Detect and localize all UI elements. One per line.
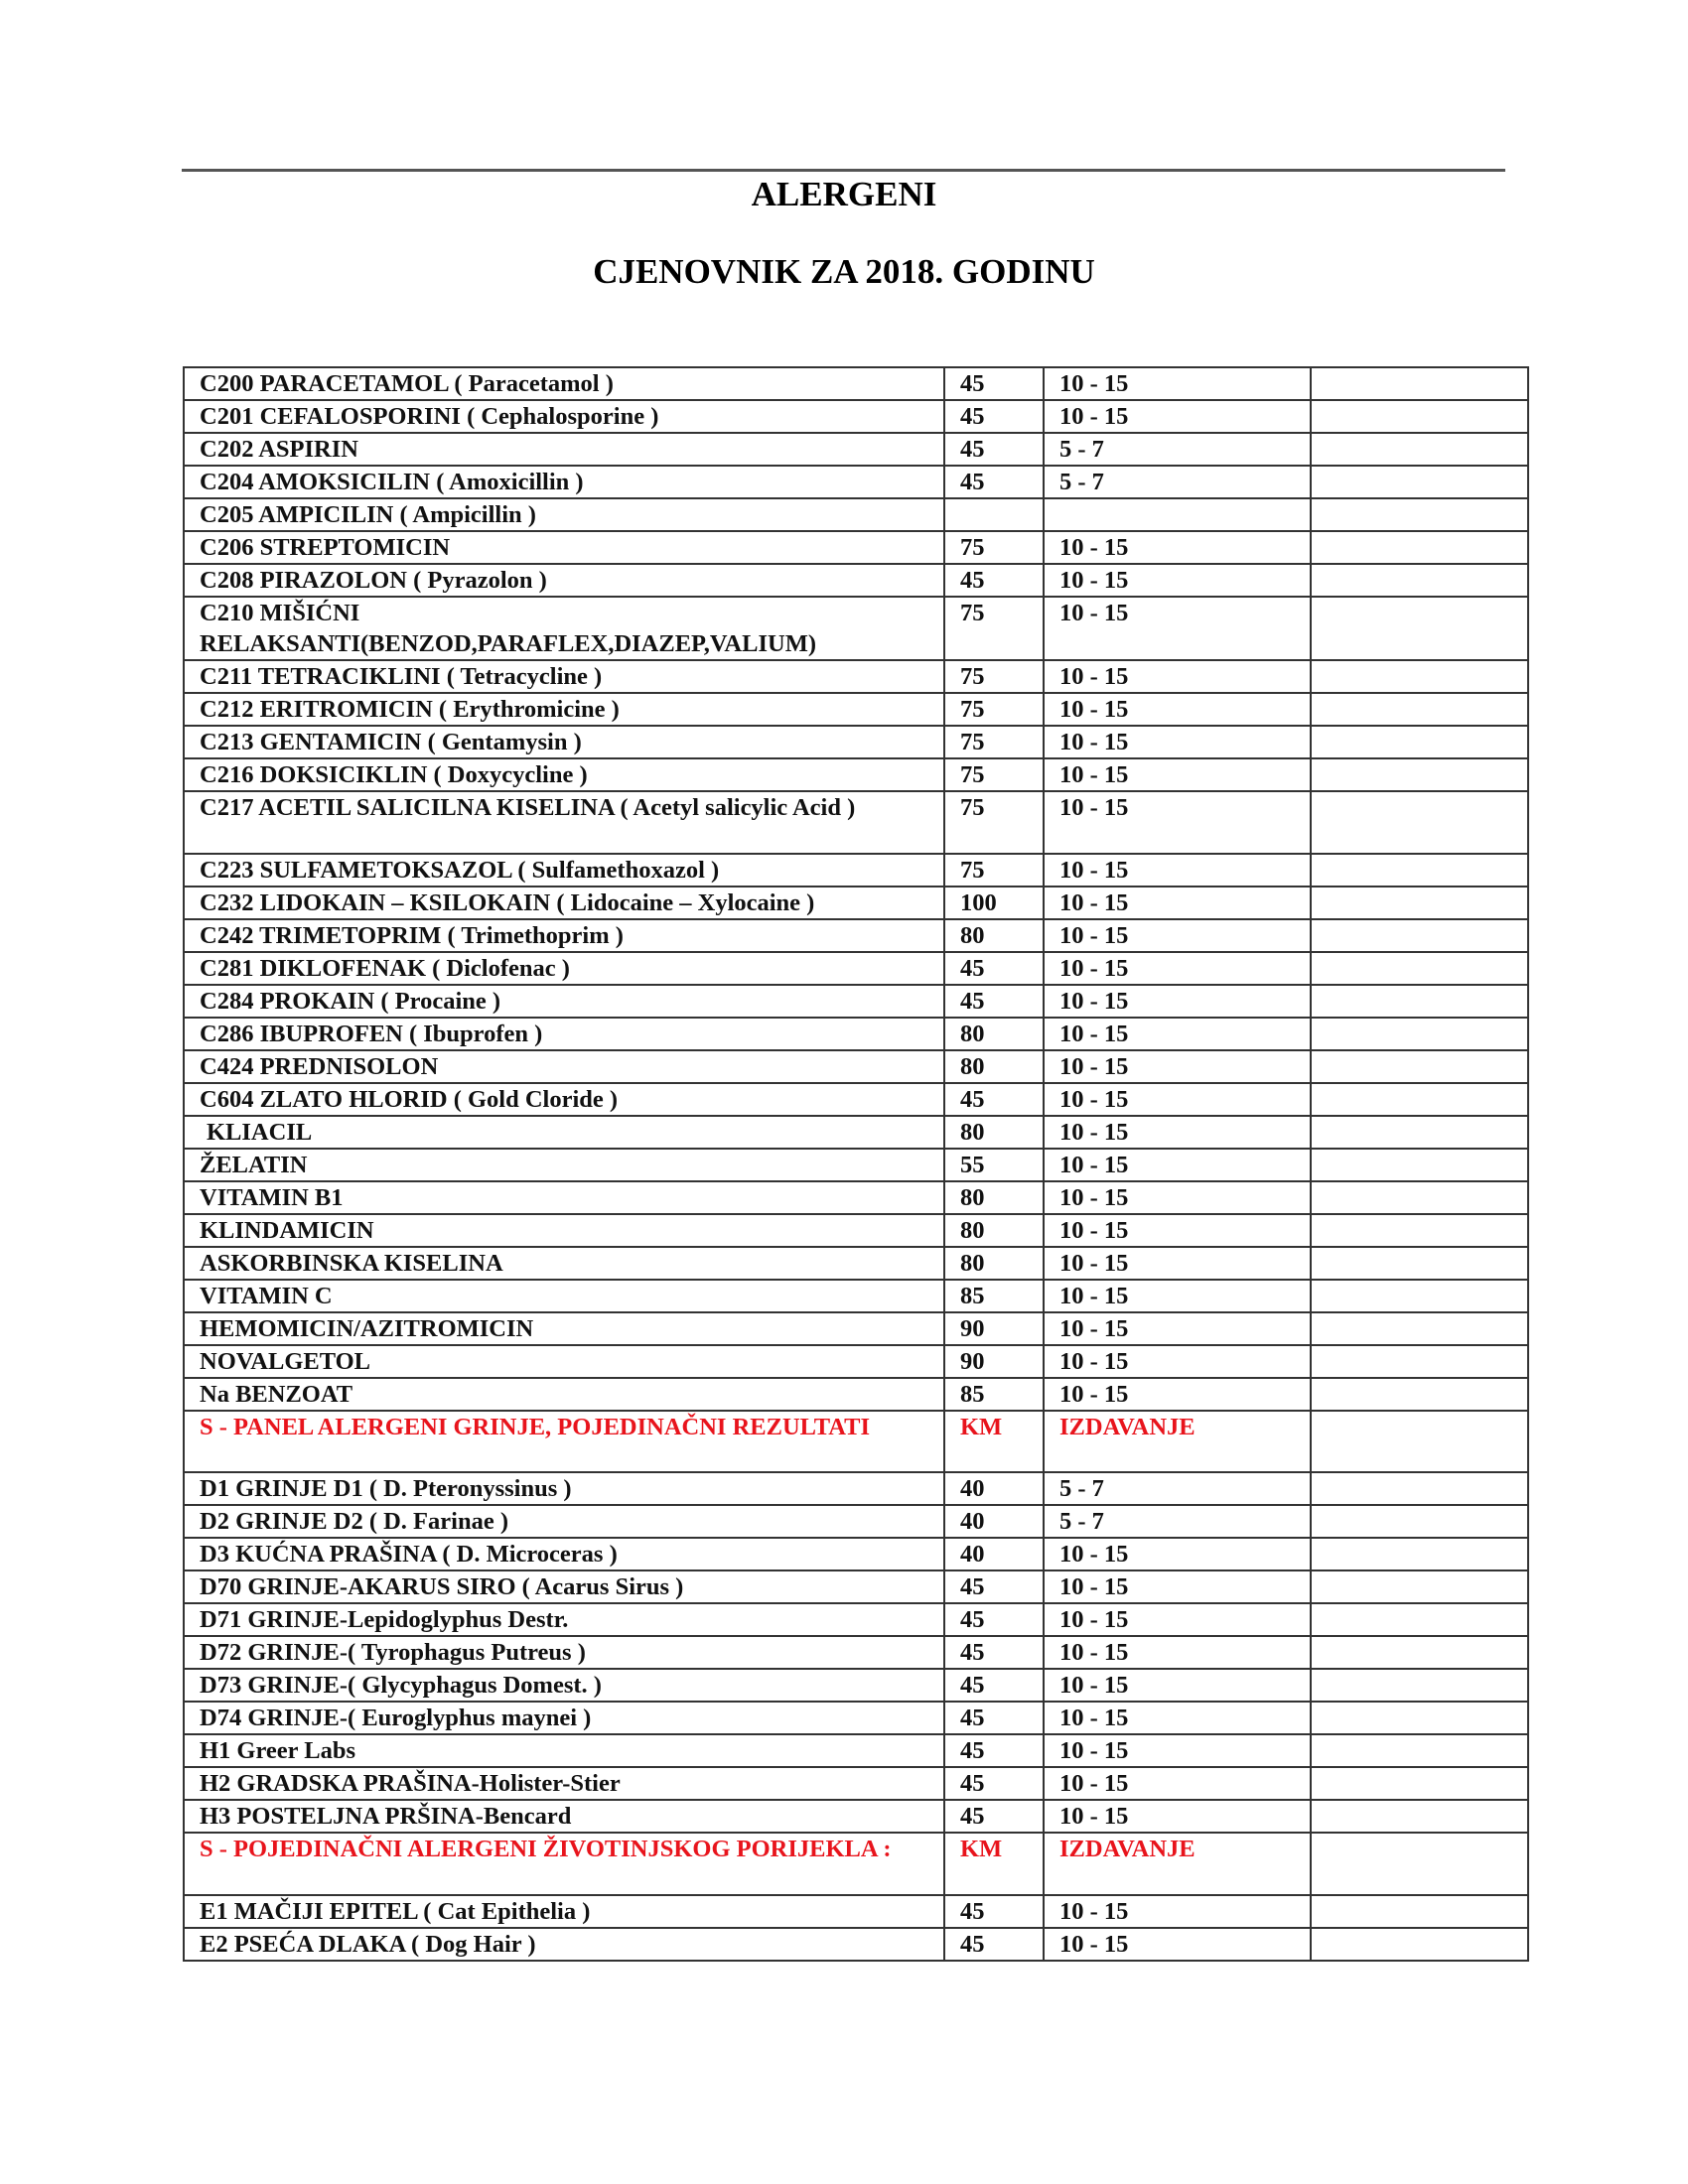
- empty-cell: [1311, 660, 1528, 693]
- empty-cell: [1311, 1378, 1528, 1411]
- allergen-name-cell: C284 PROKAIN ( Procaine ): [184, 985, 944, 1018]
- empty-cell: [1311, 531, 1528, 564]
- table-row: [184, 758, 1528, 791]
- allergen-name-cell: HEMOMICIN/AZITROMICIN: [184, 1312, 944, 1345]
- allergen-name-cell: C281 DIKLOFENAK ( Diclofenac ): [184, 952, 944, 985]
- table-row: [184, 367, 1528, 400]
- table-row: [184, 1505, 1528, 1538]
- price-cell: 45: [944, 1734, 1044, 1767]
- turnaround-days-cell: 10 - 15: [1044, 1181, 1311, 1214]
- allergen-name-cell: D74 GRINJE-( Euroglyphus maynei ): [184, 1702, 944, 1734]
- allergen-name-cell: C213 GENTAMICIN ( Gentamysin ): [184, 726, 944, 758]
- price-cell: 90: [944, 1345, 1044, 1378]
- turnaround-days-cell: 10 - 15: [1044, 1636, 1311, 1669]
- price-cell: 45: [944, 1083, 1044, 1116]
- table-row: [184, 1280, 1528, 1312]
- price-cell: 55: [944, 1149, 1044, 1181]
- table-row: [184, 1149, 1528, 1181]
- empty-cell: [1311, 1570, 1528, 1603]
- table-row: [184, 985, 1528, 1018]
- allergen-name-cell: C204 AMOKSICILIN ( Amoxicillin ): [184, 466, 944, 498]
- empty-cell: [1311, 1345, 1528, 1378]
- empty-cell: [1311, 887, 1528, 919]
- allergen-name-cell: S - POJEDINAČNI ALERGENI ŽIVOTINJSKOG PORIJEKLA :: [184, 1833, 944, 1895]
- turnaround-days-cell: 10 - 15: [1044, 1895, 1311, 1928]
- table-row: [184, 1603, 1528, 1636]
- allergen-name-cell: S - PANEL ALERGENI GRINJE, POJEDINAČNI REZULTATI: [184, 1411, 944, 1473]
- allergen-name-cell: VITAMIN B1: [184, 1181, 944, 1214]
- allergen-name-cell: E2 PSEĆA DLAKA ( Dog Hair ): [184, 1928, 944, 1961]
- price-cell: 80: [944, 1116, 1044, 1149]
- empty-cell: [1311, 1767, 1528, 1800]
- price-cell: 80: [944, 1018, 1044, 1050]
- turnaround-days-cell: 10 - 15: [1044, 919, 1311, 952]
- turnaround-days-cell: 10 - 15: [1044, 660, 1311, 693]
- table-row: [184, 1734, 1528, 1767]
- allergen-name-cell: D73 GRINJE-( Glycyphagus Domest. ): [184, 1669, 944, 1702]
- turnaround-days-cell: 10 - 15: [1044, 1149, 1311, 1181]
- page-subtitle: CJENOVNIK ZA 2018. GODINU: [593, 252, 1095, 291]
- empty-cell: [1311, 1181, 1528, 1214]
- empty-cell: [1311, 466, 1528, 498]
- empty-cell: [1311, 1083, 1528, 1116]
- turnaround-days-cell: 10 - 15: [1044, 1214, 1311, 1247]
- empty-cell: [1311, 1411, 1528, 1473]
- empty-cell: [1311, 919, 1528, 952]
- table-row: [184, 531, 1528, 564]
- table-row: [184, 1050, 1528, 1083]
- allergen-name-cell: C211 TETRACIKLINI ( Tetracycline ): [184, 660, 944, 693]
- empty-cell: [1311, 726, 1528, 758]
- price-cell: 45: [944, 1669, 1044, 1702]
- empty-cell: [1311, 564, 1528, 597]
- turnaround-days-cell: 10 - 15: [1044, 952, 1311, 985]
- table-row: [184, 400, 1528, 433]
- turnaround-days-cell: 10 - 15: [1044, 1800, 1311, 1833]
- empty-cell: [1311, 985, 1528, 1018]
- price-cell: 40: [944, 1505, 1044, 1538]
- allergen-name-cell: NOVALGETOL: [184, 1345, 944, 1378]
- allergen-name-cell: C208 PIRAZOLON ( Pyrazolon ): [184, 564, 944, 597]
- turnaround-days-cell: 10 - 15: [1044, 854, 1311, 887]
- price-cell: 45: [944, 564, 1044, 597]
- price-cell: 45: [944, 1928, 1044, 1961]
- allergen-name-cell: C201 CEFALOSPORINI ( Cephalosporine ): [184, 400, 944, 433]
- empty-cell: [1311, 1833, 1528, 1895]
- turnaround-days-cell: 10 - 15: [1044, 1767, 1311, 1800]
- empty-cell: [1311, 1312, 1528, 1345]
- empty-cell: [1311, 952, 1528, 985]
- turnaround-days-cell: 10 - 15: [1044, 1280, 1311, 1312]
- empty-cell: [1311, 1149, 1528, 1181]
- price-cell: 85: [944, 1378, 1044, 1411]
- section-header-row: [184, 1833, 1528, 1895]
- turnaround-days-cell: 10 - 15: [1044, 564, 1311, 597]
- empty-cell: [1311, 1702, 1528, 1734]
- price-cell: 75: [944, 597, 1044, 660]
- price-cell: 45: [944, 1895, 1044, 1928]
- price-cell: 80: [944, 1247, 1044, 1280]
- empty-cell: [1311, 854, 1528, 887]
- turnaround-days-cell: 10 - 15: [1044, 1050, 1311, 1083]
- price-cell: 75: [944, 693, 1044, 726]
- table-row: [184, 660, 1528, 693]
- turnaround-days-cell: 10 - 15: [1044, 1734, 1311, 1767]
- turnaround-days-cell: 10 - 15: [1044, 400, 1311, 433]
- table-row: [184, 1181, 1528, 1214]
- price-cell: 75: [944, 660, 1044, 693]
- allergen-name-cell: C223 SULFAMETOKSAZOL ( Sulfamethoxazol ): [184, 854, 944, 887]
- table-row: [184, 791, 1528, 854]
- price-cell: 45: [944, 1570, 1044, 1603]
- empty-cell: [1311, 693, 1528, 726]
- allergen-name-cell: C424 PREDNISOLON: [184, 1050, 944, 1083]
- empty-cell: [1311, 367, 1528, 400]
- empty-cell: [1311, 1018, 1528, 1050]
- empty-cell: [1311, 400, 1528, 433]
- table-row: [184, 1928, 1528, 1961]
- allergen-name-cell: KLINDAMICIN: [184, 1214, 944, 1247]
- price-cell: 45: [944, 466, 1044, 498]
- allergen-name-cell: C202 ASPIRIN: [184, 433, 944, 466]
- table-row: [184, 1214, 1528, 1247]
- empty-cell: [1311, 791, 1528, 854]
- table-row: [184, 1895, 1528, 1928]
- price-cell: 75: [944, 758, 1044, 791]
- allergen-name-cell: H2 GRADSKA PRAŠINA-Holister-Stier: [184, 1767, 944, 1800]
- price-cell: 45: [944, 1702, 1044, 1734]
- price-cell: 45: [944, 400, 1044, 433]
- price-cell: 85: [944, 1280, 1044, 1312]
- allergen-name-cell: ŽELATIN: [184, 1149, 944, 1181]
- allergen-name-cell: H3 POSTELJNA PRŠINA-Bencard: [184, 1800, 944, 1833]
- price-cell: 75: [944, 531, 1044, 564]
- empty-cell: [1311, 1734, 1528, 1767]
- turnaround-days-cell: 10 - 15: [1044, 1669, 1311, 1702]
- allergen-name-cell: Na BENZOAT: [184, 1378, 944, 1411]
- turnaround-days-cell: 10 - 15: [1044, 1247, 1311, 1280]
- turnaround-days-cell: 10 - 15: [1044, 758, 1311, 791]
- price-cell: 75: [944, 854, 1044, 887]
- table-row: [184, 1800, 1528, 1833]
- table-row: [184, 1312, 1528, 1345]
- price-cell: 100: [944, 887, 1044, 919]
- price-cell: 75: [944, 726, 1044, 758]
- price-cell: 80: [944, 1214, 1044, 1247]
- price-cell: 80: [944, 1181, 1044, 1214]
- empty-cell: [1311, 1603, 1528, 1636]
- empty-cell: [1311, 758, 1528, 791]
- turnaround-days-cell: 10 - 15: [1044, 1603, 1311, 1636]
- empty-cell: [1311, 1669, 1528, 1702]
- turnaround-days-cell: 10 - 15: [1044, 791, 1311, 854]
- price-cell: 45: [944, 433, 1044, 466]
- allergen-name-cell: C205 AMPICILIN ( Ampicillin ): [184, 498, 944, 531]
- price-table: [183, 366, 1529, 1962]
- table-row: [184, 854, 1528, 887]
- price-cell: 45: [944, 952, 1044, 985]
- turnaround-days-cell: 10 - 15: [1044, 985, 1311, 1018]
- empty-cell: [1311, 1505, 1528, 1538]
- empty-cell: [1311, 1214, 1528, 1247]
- price-cell: 45: [944, 367, 1044, 400]
- price-cell: 40: [944, 1538, 1044, 1570]
- price-cell: 90: [944, 1312, 1044, 1345]
- empty-cell: [1311, 1280, 1528, 1312]
- allergen-name-cell: D2 GRINJE D2 ( D. Farinae ): [184, 1505, 944, 1538]
- turnaround-days-cell: 10 - 15: [1044, 1378, 1311, 1411]
- table-row: [184, 1116, 1528, 1149]
- price-cell: KM: [944, 1411, 1044, 1473]
- empty-cell: [1311, 1247, 1528, 1280]
- turnaround-days-cell: 10 - 15: [1044, 531, 1311, 564]
- table-row: [184, 433, 1528, 466]
- turnaround-days-cell: 10 - 15: [1044, 1312, 1311, 1345]
- table-row: [184, 1083, 1528, 1116]
- turnaround-days-cell: 10 - 15: [1044, 1538, 1311, 1570]
- allergen-name-cell: C232 LIDOKAIN – KSILOKAIN ( Lidocaine – Xylocaine ): [184, 887, 944, 919]
- table-row: [184, 498, 1528, 531]
- table-row: [184, 726, 1528, 758]
- allergen-name-cell: C242 TRIMETOPRIM ( Trimethoprim ): [184, 919, 944, 952]
- allergen-name-cell: D72 GRINJE-( Tyrophagus Putreus ): [184, 1636, 944, 1669]
- turnaround-days-cell: 10 - 15: [1044, 1702, 1311, 1734]
- turnaround-days-cell: 10 - 15: [1044, 1570, 1311, 1603]
- empty-cell: [1311, 498, 1528, 531]
- price-cell: 80: [944, 919, 1044, 952]
- section-header-row: [184, 1411, 1528, 1473]
- turnaround-days-cell: 10 - 15: [1044, 693, 1311, 726]
- allergen-name-cell: D3 KUĆNA PRAŠINA ( D. Microceras ): [184, 1538, 944, 1570]
- table-row: [184, 1538, 1528, 1570]
- allergen-name-cell: KLIACIL: [184, 1116, 944, 1149]
- empty-cell: [1311, 1116, 1528, 1149]
- allergen-name-cell: E1 MAČIJI EPITEL ( Cat Epithelia ): [184, 1895, 944, 1928]
- turnaround-days-cell: IZDAVANJE: [1044, 1411, 1311, 1473]
- table-row: [184, 1767, 1528, 1800]
- empty-cell: [1311, 1636, 1528, 1669]
- price-cell: 45: [944, 1603, 1044, 1636]
- allergen-name-cell: C604 ZLATO HLORID ( Gold Cloride ): [184, 1083, 944, 1116]
- price-cell: 80: [944, 1050, 1044, 1083]
- empty-cell: [1311, 1050, 1528, 1083]
- page-title: ALERGENI: [751, 175, 937, 213]
- turnaround-days-cell: [1044, 498, 1311, 531]
- table-row: [184, 919, 1528, 952]
- empty-cell: [1311, 597, 1528, 660]
- table-row: [184, 1472, 1528, 1505]
- turnaround-days-cell: 10 - 15: [1044, 1345, 1311, 1378]
- allergen-name-cell: C217 ACETIL SALICILNA KISELINA ( Acetyl salicylic Acid ): [184, 791, 944, 854]
- allergen-name-cell: VITAMIN C: [184, 1280, 944, 1312]
- empty-cell: [1311, 433, 1528, 466]
- allergen-name-cell: C212 ERITROMICIN ( Erythromicine ): [184, 693, 944, 726]
- allergen-name-cell: ASKORBINSKA KISELINA: [184, 1247, 944, 1280]
- allergen-name-cell: D71 GRINJE-Lepidoglyphus Destr.: [184, 1603, 944, 1636]
- price-cell: 75: [944, 791, 1044, 854]
- turnaround-days-cell: 5 - 7: [1044, 1505, 1311, 1538]
- price-cell: 40: [944, 1472, 1044, 1505]
- turnaround-days-cell: 10 - 15: [1044, 597, 1311, 660]
- table-row: [184, 466, 1528, 498]
- allergen-name-cell: C286 IBUPROFEN ( Ibuprofen ): [184, 1018, 944, 1050]
- table-row: [184, 1702, 1528, 1734]
- table-row: [184, 1345, 1528, 1378]
- turnaround-days-cell: 5 - 7: [1044, 1472, 1311, 1505]
- table-row: [184, 1247, 1528, 1280]
- price-cell: 45: [944, 1800, 1044, 1833]
- empty-cell: [1311, 1538, 1528, 1570]
- allergen-name-cell: C200 PARACETAMOL ( Paracetamol ): [184, 367, 944, 400]
- turnaround-days-cell: 10 - 15: [1044, 1928, 1311, 1961]
- header-rule: [182, 169, 1505, 172]
- turnaround-days-cell: 5 - 7: [1044, 433, 1311, 466]
- table-row: [184, 564, 1528, 597]
- turnaround-days-cell: 10 - 15: [1044, 726, 1311, 758]
- price-table-body: [184, 367, 1528, 1961]
- allergen-name-cell: D70 GRINJE-AKARUS SIRO ( Acarus Sirus ): [184, 1570, 944, 1603]
- turnaround-days-cell: 10 - 15: [1044, 367, 1311, 400]
- table-row: [184, 1570, 1528, 1603]
- empty-cell: [1311, 1472, 1528, 1505]
- table-row: [184, 1669, 1528, 1702]
- table-row: [184, 597, 1528, 660]
- turnaround-days-cell: 10 - 15: [1044, 887, 1311, 919]
- allergen-name-cell: C206 STREPTOMICIN: [184, 531, 944, 564]
- allergen-name-cell: H1 Greer Labs: [184, 1734, 944, 1767]
- turnaround-days-cell: 10 - 15: [1044, 1116, 1311, 1149]
- table-row: [184, 952, 1528, 985]
- empty-cell: [1311, 1895, 1528, 1928]
- price-cell: 45: [944, 1767, 1044, 1800]
- table-row: [184, 1018, 1528, 1050]
- turnaround-days-cell: 10 - 15: [1044, 1018, 1311, 1050]
- allergen-name-cell: D1 GRINJE D1 ( D. Pteronyssinus ): [184, 1472, 944, 1505]
- table-row: [184, 693, 1528, 726]
- table-row: [184, 1378, 1528, 1411]
- table-row: [184, 887, 1528, 919]
- price-cell: KM: [944, 1833, 1044, 1895]
- empty-cell: [1311, 1928, 1528, 1961]
- turnaround-days-cell: 10 - 15: [1044, 1083, 1311, 1116]
- allergen-name-cell: C216 DOKSICIKLIN ( Doxycycline ): [184, 758, 944, 791]
- price-cell: 45: [944, 1636, 1044, 1669]
- table-row: [184, 1636, 1528, 1669]
- turnaround-days-cell: IZDAVANJE: [1044, 1833, 1311, 1895]
- price-cell: 45: [944, 985, 1044, 1018]
- price-cell: [944, 498, 1044, 531]
- empty-cell: [1311, 1800, 1528, 1833]
- turnaround-days-cell: 5 - 7: [1044, 466, 1311, 498]
- allergen-name-cell: C210 MIŠIĆNI RELAKSANTI(BENZOD,PARAFLEX,DIAZEP,VALIUM): [184, 597, 944, 660]
